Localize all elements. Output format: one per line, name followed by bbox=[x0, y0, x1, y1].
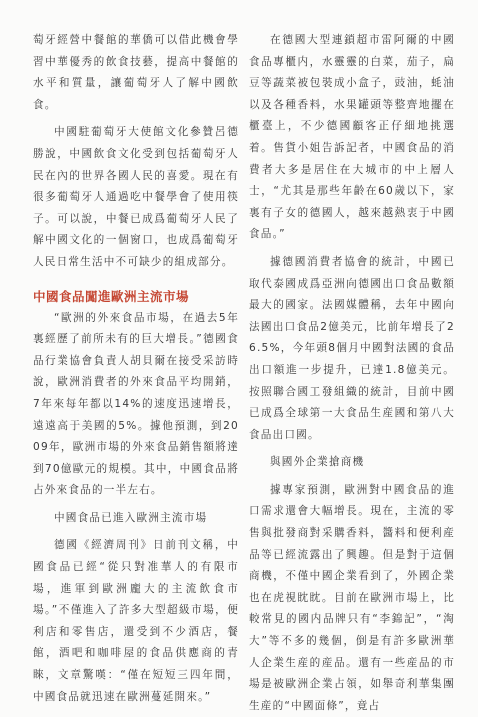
paragraph: 據德國消費者協會的統計，中國已取代泰國成爲亞洲向德國出口食品數額最大的國家。法國媒體稱，去年中國向法國出口食品2億美元，比前年增長了26.5%，今年頭8個月中國對法國的食品出口額進一步提升，已達1.8億美元。按照聯合國工發組織的統計，目前中國已成爲全球第一大食品生産國和第八大食品出口國。 bbox=[249, 255, 455, 441]
paragraph: 中國駐葡萄牙大使館文化參贊呂德勝說，中國飲食文化受到包括葡萄牙人民在內的世界各國人民的喜愛。現在有很多葡萄牙人通過吃中餐學會了使用筷子。可以說，中餐已成爲葡萄牙人民了解中國文化的一個窗口，也成爲葡萄牙人民日常生活中不可缺少的組成部分。 bbox=[33, 126, 239, 268]
left-column bbox=[33, 30, 239, 708]
subheading: 與國外企業搶商機 bbox=[270, 456, 365, 469]
paragraph: 據專家預測，歐洲對中國食品的進口需求還會大幅增長。現在，主流的零售與批發商對采購香料，醬料和便利産品等已經流露出了興趣。但是對于這個商機，不僅中國企業看到了，外國企業也在虎視眈眈。目前在歐洲市場上，比較常見的國内品牌只有“李錦記”，“淘大”等不多的幾個，倒是有許多歐洲華人企業生産的産品。還有一些産品的市場是被歐洲企業占領，如舉奇利華集團生産的“中國面條”，竟占 bbox=[249, 483, 455, 712]
paragraph: “歐洲的外來食品市場，在過去5年裏經歷了前所未有的巨大增長。”德國食品行業協會負責人胡貝爾在接受采訪時說，歐洲消費者的外來食品平均開銷，7年來每年都以14%的速度迅速增長，遠遠高于美國的5%。據他預測，到2009年，歐洲市場的外來食品銷售額將達到70億歐元的規模。其中，中國食品將占外來食品的一半左右。 bbox=[33, 311, 239, 497]
section-heading: 中國食品闖進歐洲主流市場 bbox=[33, 288, 190, 304]
paragraph: 在德國大型連鎖超市雷阿爾的中國食品專櫃内，水靈靈的白菜，茄子，扁豆等蔬菜被包裝成小盒子，豉油，蚝油以及各種香料，水果罐頭等整齊地擺在櫃臺上，不少德國顧客正仔細地挑選着。售貨小姐告訴記者，中國食品的消費者大多是居住在大城市的中上層人士，“尤其是那些年齡在60歲以下，家裏有子女的德國人，越來越熱衷于中國食品。” bbox=[249, 34, 455, 241]
paragraph: 德國《經濟周刊》日前刊文稱，中國食品已經“從只對准華人的有限市場，進軍到歐洲龐大的主流飲食市場。”不僅進入了許多大型超級市場，便利店和零售店，還受到不少酒店，餐館，酒吧和咖啡屋的食品供應商的青睞，文章驚嘆：“僅在短短三四年間，中國食品就迅速在歐洲蔓延開來。” bbox=[33, 539, 239, 703]
subheading: 中國食品已進入歐洲主流市場 bbox=[54, 511, 208, 524]
right-column bbox=[249, 30, 455, 717]
paragraph: 萄牙經營中餐館的華僑可以借此機會學習中華優秀的飲食技藝，提高中餐館的水平和質量，讓葡萄牙人了解中國飲食。 bbox=[33, 34, 239, 111]
